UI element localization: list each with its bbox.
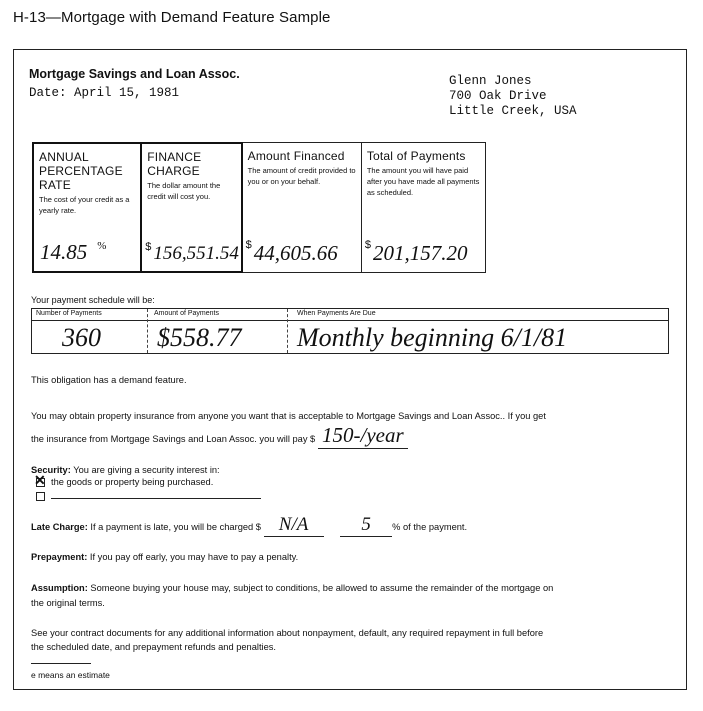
assumption-line-1: Assumption: Someone buying your house may, subject to conditions, be allowed to assume the remainder of the mortgage on bbox=[31, 583, 554, 593]
apr-heading: ANNUAL PERCENTAGE RATE bbox=[39, 150, 123, 192]
schedule-label: Your payment schedule will be: bbox=[31, 295, 155, 305]
amount-financed-description: The amount of credit provided to you or on your behalf. bbox=[247, 166, 356, 186]
finance-charge-box bbox=[142, 142, 242, 273]
amount-financed-heading: Amount Financed bbox=[247, 149, 345, 163]
date-line: Date: April 15, 1981 bbox=[29, 86, 180, 100]
blank-line[interactable] bbox=[51, 498, 261, 499]
amount-financed-value: $44,605.66 bbox=[245, 239, 338, 265]
finance-charge-heading: FINANCE CHARGE bbox=[147, 150, 202, 178]
late-charge-line: Late Charge: If a payment is late, you will be charged $ N/A 5 % of the payment. bbox=[31, 514, 468, 535]
insurance-amount[interactable]: 150-/year bbox=[318, 423, 408, 449]
amount-of-payments: $558.77 bbox=[157, 323, 242, 352]
col-amount-of-payments: Amount of Payments bbox=[154, 310, 219, 317]
security-label: Security: bbox=[31, 465, 71, 475]
total-of-payments-heading: Total of Payments bbox=[366, 149, 466, 163]
insurance-line-1: You may obtain property insurance from anyone you want that is acceptable to Mortgage Savings and Loan Assoc.. If you get bbox=[31, 411, 546, 421]
number-of-payments: 360 bbox=[62, 323, 101, 352]
total-of-payments-description: The amount you will have paid after you have made all payments as scheduled. bbox=[366, 166, 480, 197]
page-title: H-13—Mortgage with Demand Feature Sample bbox=[13, 9, 331, 26]
lender-name: Mortgage Savings and Loan Assoc. bbox=[29, 67, 240, 81]
schedule-divider bbox=[147, 309, 148, 353]
checkbox-empty[interactable] bbox=[36, 492, 45, 501]
estimate-note: e means an estimate bbox=[31, 670, 110, 680]
percent-sign: % bbox=[97, 240, 107, 252]
insurance-line-2: the insurance from Mortgage Savings and Loan Assoc. you will pay $ 150-/year bbox=[31, 423, 408, 449]
borrower-street: 700 Oak Drive bbox=[449, 89, 547, 103]
federal-box bbox=[32, 142, 486, 273]
checkbox-checked[interactable] bbox=[36, 478, 45, 487]
finance-charge-description: The dollar amount the credit will cost you. bbox=[147, 181, 221, 201]
borrower-address bbox=[449, 74, 577, 119]
demand-feature-text: This obligation has a demand feature. bbox=[31, 375, 187, 385]
disclosure-form bbox=[13, 49, 687, 690]
late-charge-amount[interactable]: N/A bbox=[264, 514, 324, 537]
schedule-header bbox=[32, 309, 668, 321]
security-option-1[interactable]: ✕the goods or property being purchased. bbox=[36, 477, 213, 487]
total-of-payments-value: $201,157.20 bbox=[364, 239, 468, 265]
contract-line-2: the scheduled date, and prepayment refunds and penalties. bbox=[31, 642, 276, 652]
contract-line-1: See your contract documents for any additional information about nonpayment, default, any required repayment in full before bbox=[31, 628, 544, 638]
amount-financed-box bbox=[243, 143, 362, 272]
schedule-divider bbox=[287, 309, 288, 353]
apr-value: 14.85 % bbox=[40, 240, 107, 264]
col-number-of-payments: Number of Payments bbox=[36, 310, 102, 317]
payment-schedule bbox=[31, 308, 669, 354]
borrower-name: Glenn Jones bbox=[449, 74, 532, 88]
apr-description: The cost of your credit as a yearly rate. bbox=[39, 195, 130, 215]
prepayment-line: Prepayment: If you pay off early, you may have to pay a penalty. bbox=[31, 552, 299, 562]
total-of-payments-box bbox=[362, 143, 485, 272]
late-charge-percent[interactable]: 5 bbox=[340, 514, 392, 537]
borrower-city: Little Creek, USA bbox=[449, 104, 577, 118]
finance-charge-value: $ 156,551.54 bbox=[145, 241, 239, 264]
assumption-line-2: the original terms. bbox=[31, 598, 105, 608]
col-when-due: When Payments Are Due bbox=[297, 310, 376, 317]
divider bbox=[31, 663, 91, 664]
security-option-2[interactable] bbox=[36, 491, 261, 501]
security-line: Security: You are giving a security interest in: bbox=[31, 465, 220, 475]
apr-box bbox=[32, 142, 142, 273]
when-payments-due: Monthly beginning 6/1/81 bbox=[297, 323, 568, 352]
